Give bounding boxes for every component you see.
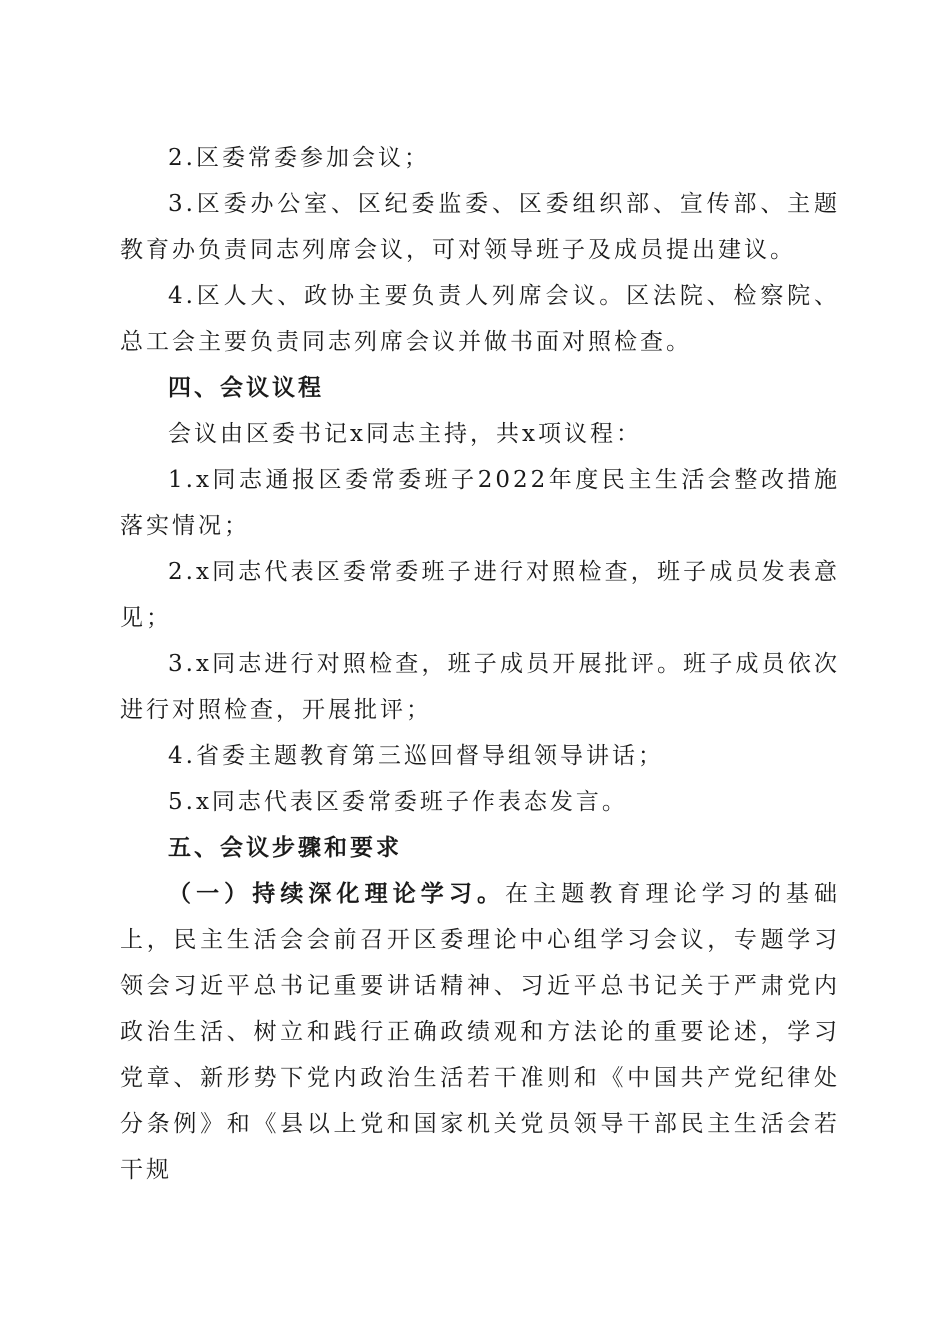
- agenda-item-4: 4.省委主题教育第三巡回督导组领导讲话；: [168, 743, 664, 769]
- agenda-item-5: 5.x同志代表区委常委班子作表态发言。: [168, 789, 628, 815]
- agenda-item-3: 3.x同志进行对照检查，班子成员开展批评。班子成员依次进行对照检查，开展批评；: [120, 651, 840, 723]
- theory-study-paragraph: [120, 871, 840, 1193]
- theory-study-lead: （一）持续深化理论学习。: [168, 880, 506, 907]
- item-2-standing-committee: 2.区委常委参加会议；: [168, 145, 430, 171]
- item-4-attendees: 4.区人大、政协主要负责人列席会议。区法院、检察院、总工会主要负责同志列席会议并做书面对照检查。: [120, 283, 840, 355]
- section-heading-steps: 五、会议步骤和要求: [168, 834, 402, 861]
- agenda-item-2: 2.x同志代表区委常委班子进行对照检查，班子成员发表意见；: [120, 559, 840, 631]
- document-body: [120, 135, 840, 1193]
- theory-study-body: 在主题教育理论学习的基础上，民主生活会会前召开区委理论中心组学习会议，专题学习领会习近平总书记重要讲话精神、习近平总书记关于严肃党内政治生活、树立和践行正确政绩观和方法论的重要论述，学习党章、新形势下党内政治生活若干准则和《中国共产党纪律处分条例》和《县以上党和国家机关党员领导干部民主生活会若干规: [120, 881, 841, 1183]
- agenda-intro: 会议由区委书记x同志主持，共x项议程：: [168, 421, 642, 447]
- section-heading-agenda: 四、会议议程: [168, 374, 324, 401]
- item-3-attendees: 3.区委办公室、区纪委监委、区委组织部、宣传部、主题教育办负责同志列席会议，可对领导班子及成员提出建议。: [120, 191, 840, 263]
- agenda-item-1: 1.x同志通报区委常委班子2022年度民主生活会整改措施落实情况；: [120, 467, 840, 539]
